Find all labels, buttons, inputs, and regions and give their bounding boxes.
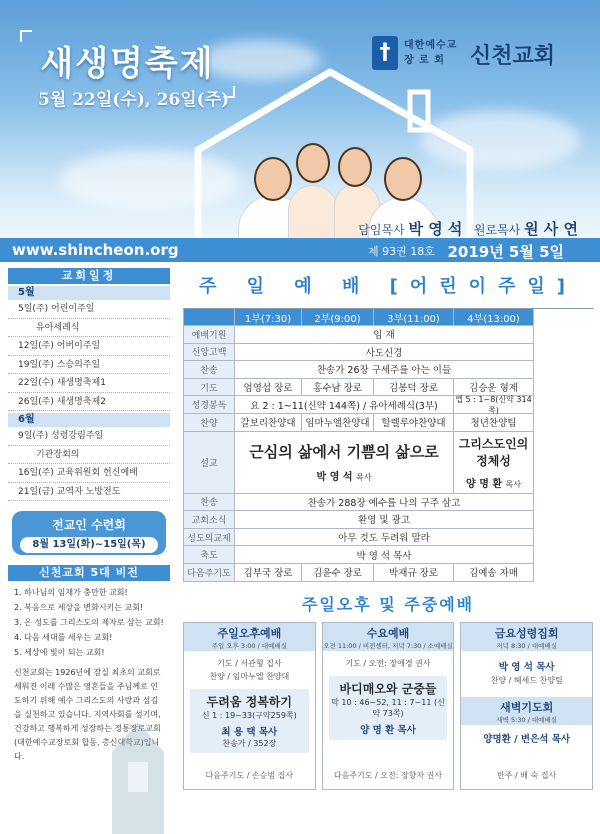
- section2-title: 주일오후 및 주중예배: [301, 594, 475, 614]
- sermon-verse: 신 1 : 19~33(구약259쪽): [201, 710, 297, 720]
- header-banner: [0, 0, 600, 238]
- row-label: 성도의교제: [183, 529, 235, 547]
- cross-icon: †: [372, 36, 398, 70]
- volume-number: 제 93권 18호: [368, 245, 435, 258]
- main-content: [183, 270, 593, 790]
- month-label: 6월: [8, 413, 170, 427]
- schedule-item: 19일(주) 스승의주일: [8, 356, 170, 375]
- row-value: 환영 및 광고: [235, 511, 534, 529]
- row-value: 갈보리찬양대: [235, 414, 302, 432]
- retreat-title: 전교인 수련회: [52, 518, 126, 532]
- service-line: 찬양 / 임마누엘 찬양대: [209, 671, 290, 681]
- row-value: 김예송 자매: [454, 564, 534, 582]
- row-label: 다음주기도: [183, 564, 235, 582]
- row-value: 박 영 석 목사: [235, 546, 534, 564]
- church-intro: 신천교회는 1926년에 잠실 최초의 교회로 세워진 이래 수많은 영혼들을 주님께로 인도하기 위해 예수 그리스도의 사랑과 섬김을 실천하고 있습니다. 지역사회를 섬기며, 건강하고 행복하게 성장하는 정통장로교회(대한예수교장로회 합동, 총신대학교)입니다.: [14, 668, 161, 761]
- row-label: 찬송: [183, 494, 235, 512]
- dawn-preachers: 양명환 / 변은석 목사: [483, 733, 571, 745]
- service-time: 저녁 8:30 / 대예배실: [496, 641, 558, 650]
- vision-item: 1. 하나님의 임재가 충만한 교회!: [14, 588, 128, 597]
- friday-service: [460, 622, 593, 790]
- vision-item: 3. 온 성도를 그리스도의 제자로 삼는 교회!: [14, 618, 164, 627]
- service-title: 수요예배: [366, 626, 410, 640]
- row-value: 찬송가 288장 예수를 나의 구주 삼고: [235, 494, 534, 512]
- schedule-item: 21일(금) 교역자 노방전도: [8, 483, 170, 502]
- church-building-icon: [106, 722, 170, 834]
- sermon-title: 바디매오와 군중들: [339, 681, 437, 696]
- sermon-main: 근심의 삶에서 기쁨의 삶으로 박 영 석 목사: [235, 432, 454, 494]
- dawn-title: 새벽기도회: [500, 700, 554, 714]
- denomination: 대한예수교 장 로 회: [404, 40, 458, 66]
- row-label: 찬송: [183, 361, 235, 379]
- schedule-item: 22일(수) 새생명축제1: [8, 374, 170, 393]
- vision-title: 신천교회 5대 비전: [8, 565, 170, 581]
- schedule-item: 16일(주) 교육위원회 헌신예배: [8, 464, 170, 483]
- col-header: 1부(7:30): [235, 309, 302, 326]
- row-value: 임마누엘찬양대: [302, 414, 374, 432]
- worship-title: 주 일 예 배 [어린이주일]: [198, 276, 577, 297]
- vision-item: 5. 세상에 빛이 되는 교회!: [14, 648, 105, 657]
- sermon-hymn: 찬송가 / 352장: [222, 738, 277, 748]
- row-value: 찬송가 26장 구세주를 아는 이들: [235, 361, 534, 379]
- row-label: 기도: [183, 379, 235, 397]
- wednesday-service: [322, 622, 455, 790]
- service-line: 기도 / 서관형 집사: [217, 658, 282, 668]
- vision-item: 4. 다음 세대를 세우는 교회!: [14, 633, 113, 642]
- col-header: 4부(13:00): [454, 309, 534, 326]
- retreat-banner: [12, 511, 166, 555]
- col-header: 2부(9:00): [302, 309, 374, 326]
- month-label: 5월: [8, 286, 170, 300]
- dawn-note: 반주 / 배 숙 집사: [497, 770, 557, 780]
- row-value: 할렐루야찬양대: [374, 414, 454, 432]
- sermon-title: 근심의 삶에서 기쁨의 삶으로: [249, 443, 439, 462]
- schedule-item: 12일(주) 어버이주일: [8, 337, 170, 356]
- row-value: 김봉덕 장로: [374, 379, 454, 397]
- church-name: 신천교회: [470, 44, 556, 69]
- next-prayer: 다음주기도 / 손승범 집사: [205, 770, 294, 780]
- next-prayer: 다음주기도 / 오전: 장향자 권사: [333, 770, 443, 780]
- row-value: 엄영섭 장로: [235, 379, 302, 397]
- row-value: 임 재: [235, 326, 534, 344]
- sermon-verse: 막 10 : 46~52, 11 : 7~11 (신약 73쪽): [331, 697, 445, 718]
- festival-dates: 5월 22일(수), 26일(주): [38, 90, 230, 110]
- issue-date: 2019년 5월 5일: [447, 243, 564, 261]
- friday-praise: 찬양 / 헤세드 찬양팀: [490, 675, 563, 685]
- service-title: 주일오후예배: [217, 626, 282, 640]
- website-link[interactable]: www.shincheon.org: [12, 241, 179, 259]
- festival-title: 새생명축제: [40, 44, 215, 84]
- row-label: 축도: [183, 546, 235, 564]
- sermon-preacher: 박 영 석: [316, 472, 353, 484]
- retreat-dates: 8월 13일(화)~15일(목): [20, 537, 158, 553]
- worship-table: [183, 308, 593, 582]
- dawn-time: 새벽 5:30 / 대예배실: [496, 715, 558, 724]
- service-title: 금요성령집회: [494, 626, 559, 640]
- info-bar: [0, 238, 600, 262]
- schedule-item: 26일(주) 새생명축제2: [8, 393, 170, 412]
- schedule-item: 유아세례식: [8, 319, 170, 338]
- row-value: 김승운 형제: [454, 379, 534, 397]
- row-label: 교회소식: [183, 511, 235, 529]
- pastor-line: 담임목사 박 영 석 원로목사 원 사 연: [358, 220, 578, 238]
- friday-preacher: 박 영 석 목사: [498, 661, 555, 673]
- sermon-title: 두려움 정복하기: [206, 694, 292, 709]
- service-line: 기도 / 오전: 장애경 권사: [345, 658, 431, 668]
- row-label: 성경봉독: [183, 396, 235, 414]
- sermon-alt: 그리스도인의 정체성 양 명 환 목사: [454, 432, 534, 494]
- sermon-preacher: 최 용 택 목사: [221, 726, 278, 738]
- row-label: 신앙고백: [183, 344, 235, 362]
- row-label: 찬양: [183, 414, 235, 432]
- afternoon-service: [183, 622, 316, 790]
- row-value: 홍수남 장로: [302, 379, 374, 397]
- row-value: 김윤수 장로: [302, 564, 374, 582]
- sermon-preacher: 양 명 환 목사: [360, 724, 416, 736]
- row-value: 김부국 장로: [235, 564, 302, 582]
- schedule-title: 교회일정: [8, 268, 170, 284]
- row-value: 요 2 : 1~11(신약 144쪽) / 유아세례식(3부): [235, 396, 454, 414]
- schedule-item: 9일(주) 성령강림주일: [8, 427, 170, 446]
- vision-item: 2. 복음으로 세상을 변화시키는 교회!: [14, 603, 144, 612]
- schedule-item: 5일(주) 어린이주일: [8, 300, 170, 319]
- row-value: 엡 5 : 1~8(신약 314쪽): [454, 396, 534, 414]
- row-value: 사도신경: [235, 344, 534, 362]
- sermon-alt-preacher: 양 명 환: [466, 478, 502, 490]
- sermon-alt-title: 그리스도인의 정체성: [458, 436, 529, 468]
- row-label: 예배기원: [183, 326, 235, 344]
- row-label: 설교: [183, 432, 235, 494]
- row-value: 아무 것도 두려워 말라: [235, 529, 534, 547]
- service-time: 주일 오후 3:00 / 대예배실: [211, 641, 287, 650]
- service-time: 오전 11:00 / 비전센터, 저녁 7:30 / 소예배실: [323, 641, 453, 650]
- schedule-item: 기관장회의: [8, 446, 170, 465]
- col-header: 3부(11:00): [374, 309, 454, 326]
- row-value: 청년찬양팀: [454, 414, 534, 432]
- row-value: 박재규 장로: [374, 564, 454, 582]
